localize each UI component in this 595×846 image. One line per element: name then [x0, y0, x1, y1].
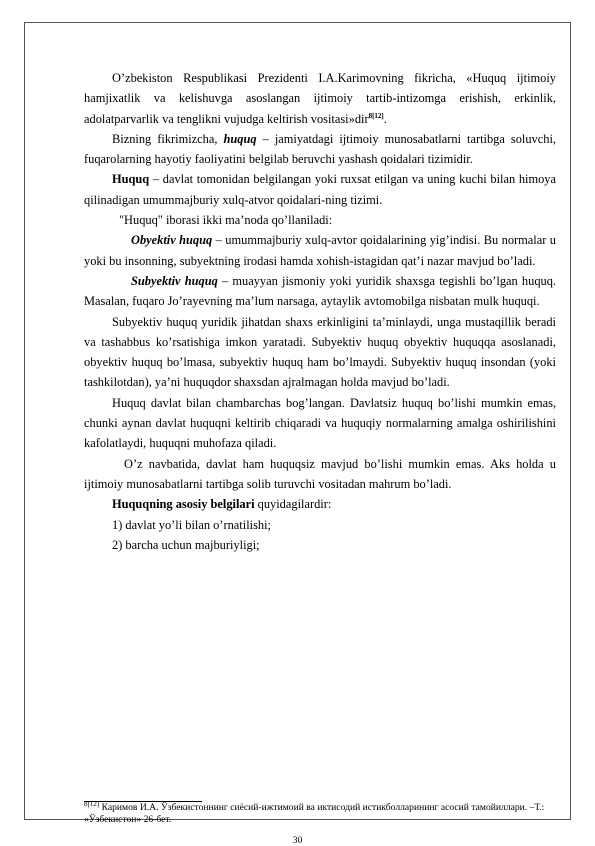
paragraph-punct: .	[383, 111, 387, 126]
list-item-1: 1) davlat yo’li bilan o’rnatilishi;	[112, 517, 271, 532]
paragraph-definition-1	[84, 129, 556, 170]
paragraph-definition-2	[84, 169, 556, 210]
footnote-reference[interactable]: 8[12]	[368, 111, 384, 120]
term-main-features: Huquqning asosiy belgilari	[112, 497, 255, 512]
term-huquq: huquq	[223, 131, 257, 146]
term-subjective-law: Subyektiv huquq	[131, 273, 218, 288]
footnote-text: Каримов И.А. Ўзбекистоннинг сиёсий-ижтимоий ва иктисодий истикболларининг асосий тамойиллари. –Т.: «Ўзбекистон» 26-бет.	[84, 802, 545, 825]
paragraph-text: O’zbekiston Respublikasi Prezidenti I.A.Karimovning fikricha, «Huquq ijtimoiy hamjixatlik va kelishuvga asoslangan ijtimoiy tartib-intizomga erishish, erkinlik, adolatparvarlik va tenglikni vujudga keltirish vositasi»dir	[84, 71, 556, 126]
paragraph-two-meanings: "Huquq" iborasi ikki ma’noda qo’llaniladi:	[119, 213, 333, 228]
paragraph-karimov-quote	[84, 68, 556, 129]
term-objective-law: Obyektiv huquq	[131, 233, 213, 248]
paragraph-subjective-law	[84, 271, 556, 312]
paragraph-text: – muayyan jismoniy yoki yuridik shaxsga tegishli bo’lgan huquq. Masalan, fuqaro Jo’rayevning ma’lum narsaga, aytaylik avtomobilga nisbatan mulk huquqi.	[84, 273, 557, 309]
paragraph-subjective-freedom: Subyektiv huquq yuridik jihatdan shaxs erkinligini ta’minlaydi, unga mustaqillik beradi va tashabbus ko’rsatishiga imkon yaratadi. Subyektiv huquq obyektiv huquqqa asoslanadi, obyektiv huquq bo’lmasa, subyektiv huquq ham bo’lmaydi. Subyektiv huquq insondan (yoki tashkilotdan), ya’ni huquqdor shaxsdan ajralmagan holda mavjud bo’ladi.	[84, 314, 556, 390]
paragraph-text: – jamiyatdagi ijtimoiy munosabatlarni tartibga soluvchi, fuqarolarning hayotiy faoliyatini belgilab beruvchi yashash qoidalari tizimidir.	[84, 131, 556, 167]
paragraph-text: – umummajburiy xulq-avtor qoidalarining yig’indisi. Bu normalar u yoki bu insonning, subyektning irodasi hamda xohish-istagidan qat’i nazar mavjud bo’ladi.	[84, 233, 556, 268]
paragraph-law-and-state: Huquq davlat bilan chambarchas bog’langan. Davlatsiz huquq bo’lishi mumkin emas, chunki aynan davlat huquqni keltirib chiqaradi va huquqiy normalarning amalga oshirilishini kafolatlaydi, huquqni muhofaza qiladi.	[84, 395, 556, 451]
footnote	[84, 799, 554, 826]
paragraph-main-features	[84, 494, 556, 514]
paragraph-objective-law	[84, 230, 556, 271]
list-item-2: 2) barcha uchun majburiyligi;	[112, 537, 260, 552]
paragraph-state-without-law: O’z navbatida, davlat ham huquqsiz mavjud bo’lishi mumkin emas. Aks holda u ijtimoiy munosabatlarni tartibga solib turuvchi vositadan mahrum bo’ladi.	[84, 456, 556, 491]
term-huquq-bold: Huquq	[112, 172, 150, 187]
page-number: 30	[292, 835, 303, 846]
paragraph-text: quyidagilardir:	[254, 497, 332, 512]
body-text	[84, 68, 556, 555]
paragraph-text: Bizning fikrimizcha,	[112, 131, 224, 146]
paragraph-text: – davlat tomonidan belgilangan yoki ruxsat etilgan va uning kuchi bilan himoya qilinadigan umummajburiy xulq-atvor qoidalari-ning tizimi.	[84, 172, 556, 207]
footnote-marker: 8[12]	[84, 799, 100, 808]
